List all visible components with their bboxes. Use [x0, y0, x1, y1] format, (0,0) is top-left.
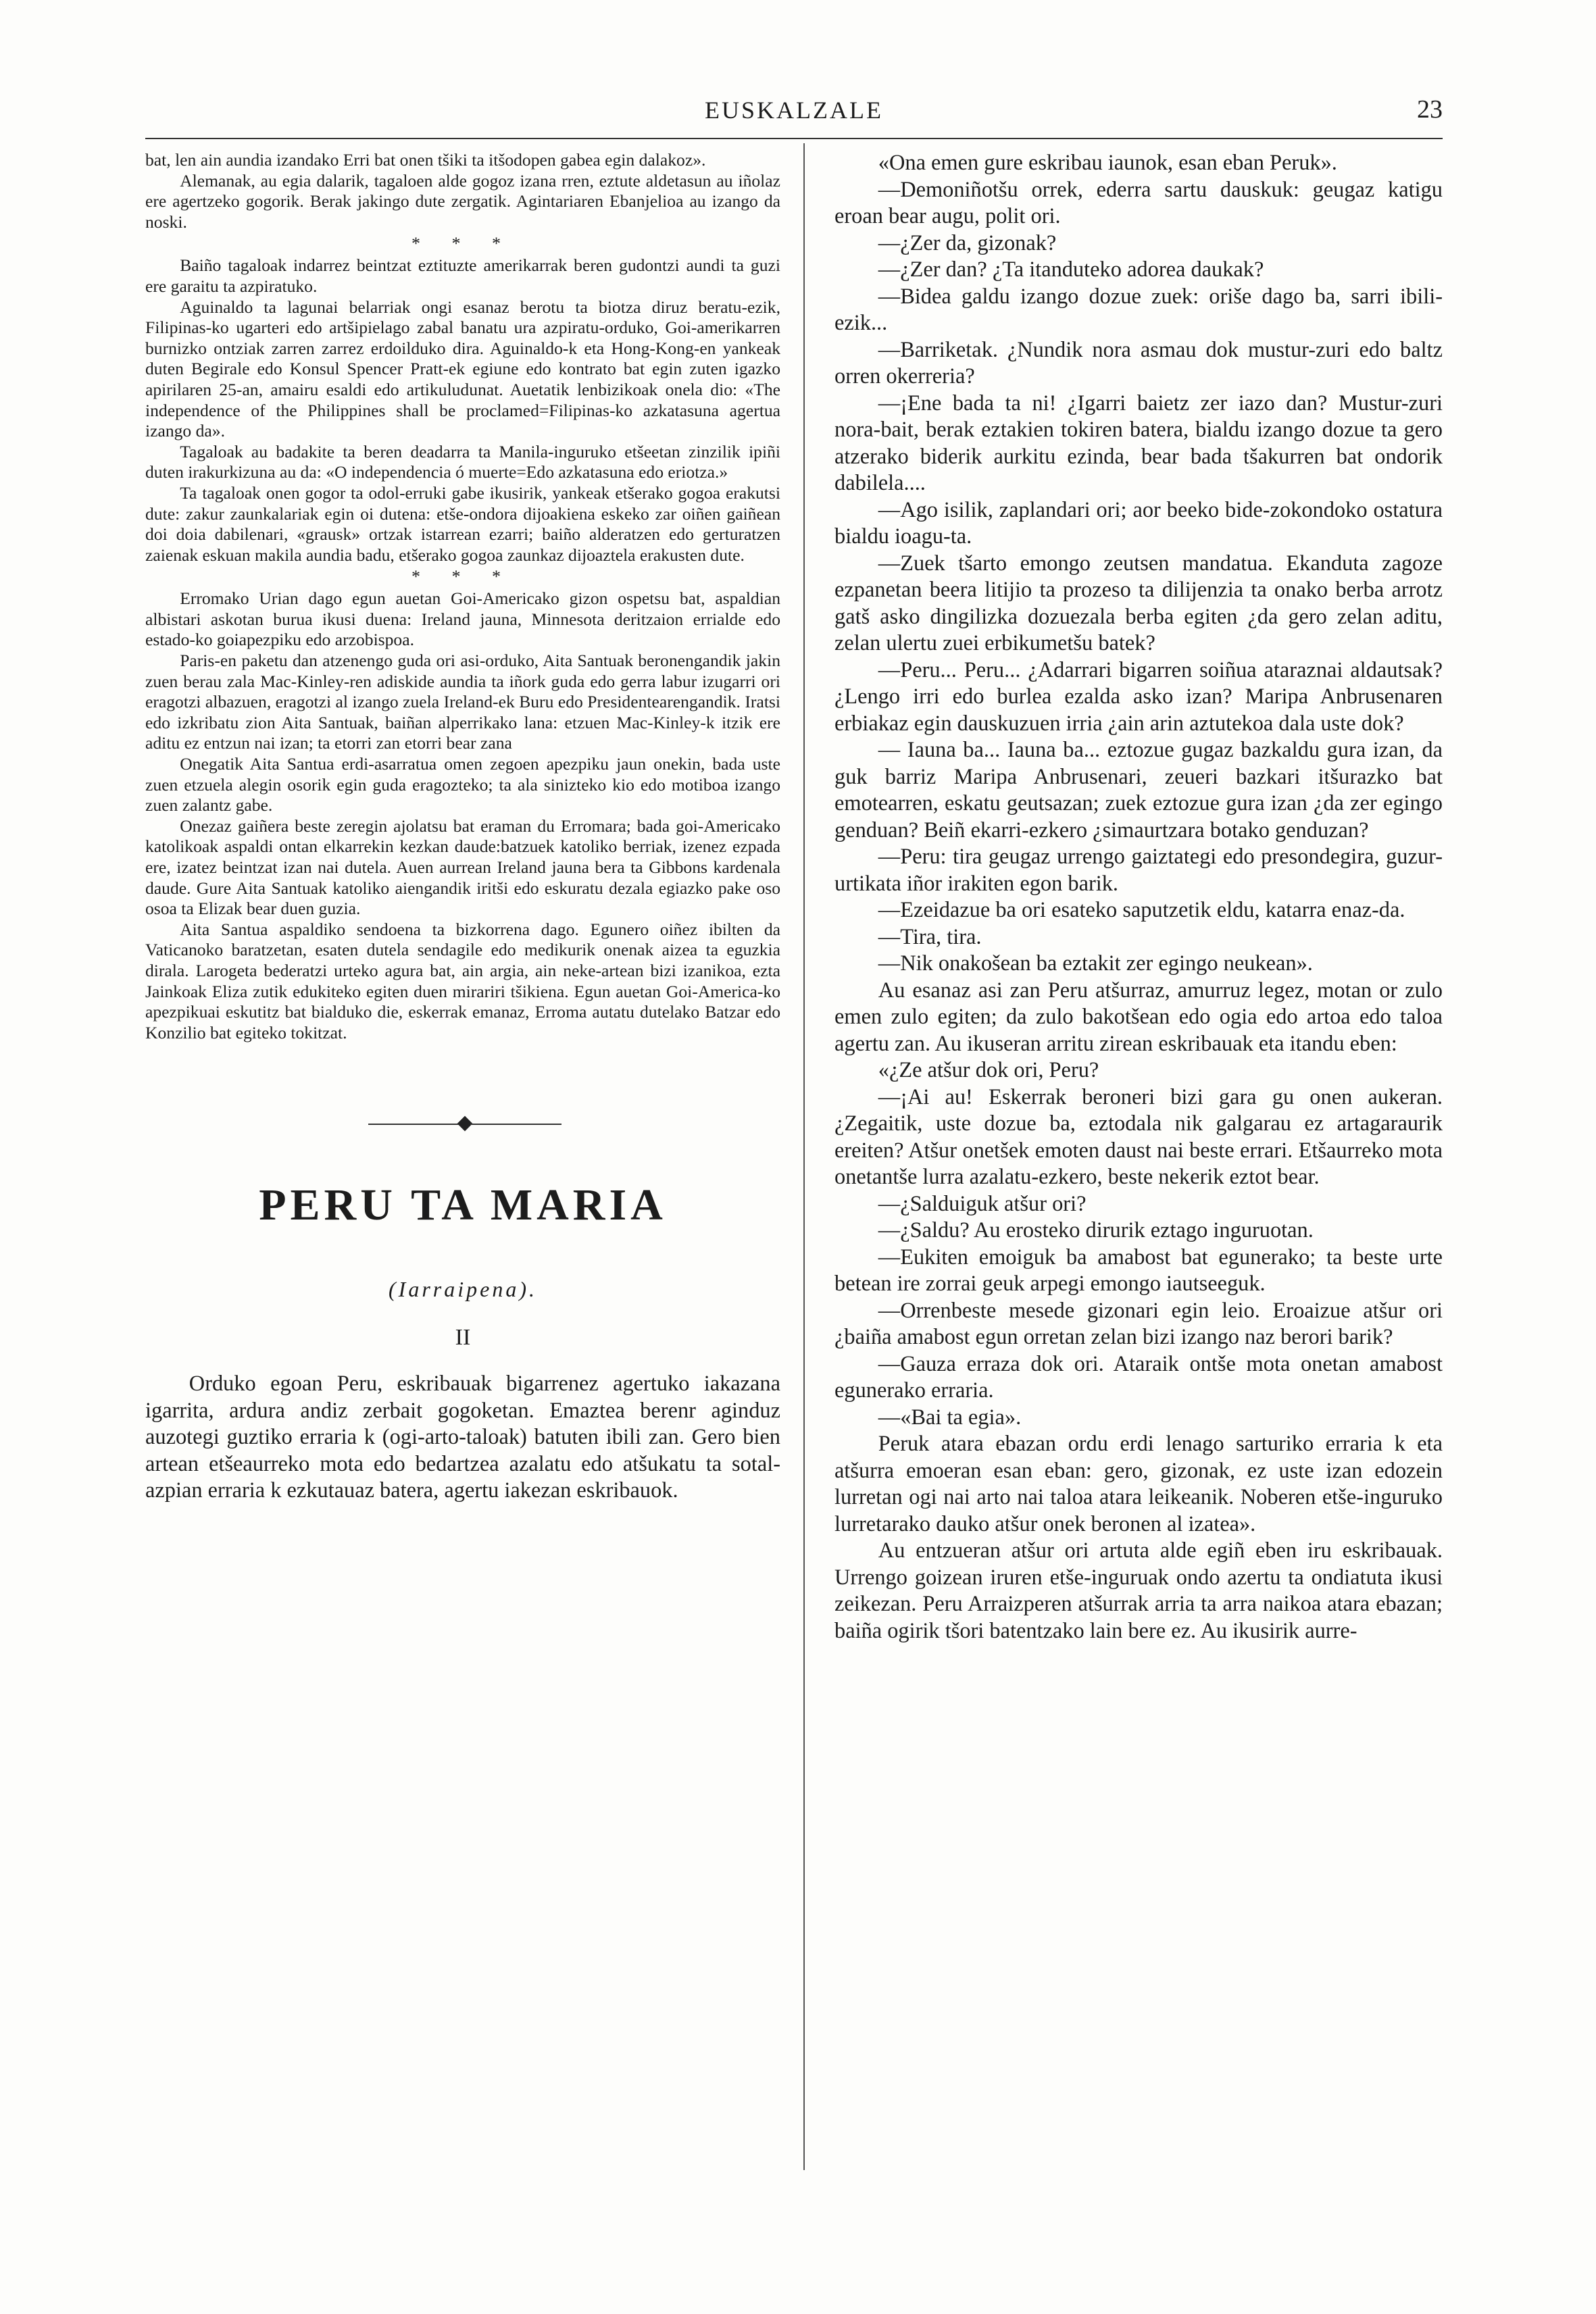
paragraph: «Ona emen gure eskribau iaunok, esan eban Peruk». — [878, 151, 1337, 175]
paragraph: —¿Zer da, gizonak? — [878, 230, 1057, 255]
page-number: 23 — [1417, 95, 1443, 124]
paragraph: —Ago isilik, zaplandari ori; aor beeko bide-zokondoko ostatura bialdu ioagu-ta. — [834, 497, 1443, 549]
paragraph: Baiño tagaloak indarrez beintzat eztituzte amerikarrak beren gudontzi aundi ta guzi ere garaitu ta azpiratuko. — [145, 255, 780, 296]
paragraph: —¿Zer dan? ¿Ta itanduteko adorea daukak? — [878, 257, 1264, 282]
page-header — [145, 93, 1443, 134]
paragraph: —«Bai ta egia». — [878, 1405, 1022, 1430]
paragraph: —¡Ai au! Eskerrak beroneri bizi gara gu onen aukeran. ¿Zegaitik, uste dozue ba, eztodala nik galgarau ez artagaraurik ereiten? Atšur onetšek emoten daust nai beste errari. Etšaurreko mota onetantše lurra azalatu-ezkero, beste nekerik eztot bear. — [834, 1084, 1443, 1189]
story-part-number: II — [455, 1325, 471, 1351]
paragraph: —Gauza erraza dok ori. Ataraik ontše mota onetan amabost egunerako erraria. — [834, 1351, 1443, 1403]
paragraph: —Tira, tira. — [878, 924, 982, 949]
running-title: EUSKALZALE — [705, 97, 883, 124]
paragraph: Paris-en paketu dan atzenengo guda ori asi-orduko, Aita Santuak beronengandik jakin zuen berau zala Mac-Kinley-ren adiskide aundia ta iñork guda edo gerra labur izugarri ori eragotzi albazuen, eragotzi al izango zuela Ireland-ek Buru edo Presidentearengandik. Iratsi edo izkribatu zion Aita Santuak, baiñan alperrikako lana: etzuen Mac-Kinley-k itzik ere aditu ez entzun nai izan; ta etorri zan etorri bear zana — [145, 651, 780, 753]
paragraph: —¡Ene bada ta ni! ¿Igarri baietz zer iazo dan? Mustur-zuri nora-bait, berak eztakien tokiren batera, bialdu izango dozue ta gero atzerako biderik aurkitu ezinda, bear bada tšakurren bat ondorik dabilela.... — [834, 391, 1443, 495]
column-divider — [803, 143, 805, 2170]
paragraph: bat, len ain aundia izandako Erri bat onen tšiki ta itšodopen gabea egin dalakoz». — [145, 150, 706, 170]
section-separator: * * * — [412, 234, 514, 254]
paragraph: —Zuek tšarto emongo zeutsen mandatua. Ekanduta zagoze ezpanetan beera litijio ta prozeso ta dilijenzia ta onako berba arrotz gatš asko dingilizka dozuezala berba egiten ¿da gero zelan aditu, zelan ulertu zuei erbikumetšu batek? — [834, 551, 1443, 655]
paragraph: —Barriketak. ¿Nundik nora asmau dok mustur-zuri edo baltz orren okerreria? — [834, 337, 1443, 388]
paragraph: —¿Saldu? Au erosteko dirurik eztago inguruotan. — [878, 1218, 1314, 1242]
paragraph: Ta tagaloak onen gogor ta odol-erruki gabe ikusirik, yankeak etšerako gogoa erakutsi dute: zakur zaunkalariak egin oi dutena: etše-ondora dijoakiena eskeko zar oiñen gaiñean doi doia dabilenari, «grausk» ortzak istarrean ezarri; baiño alderatzen edo gerturatzen zaienak eskuan makila aundia badu, etšerako gogoa zaunkaz dijoaztela erakusten dute. — [145, 482, 780, 565]
paragraph: Tagaloak au badakite ta beren deadarra ta Manila-inguruko etšeetan zinzilik ipiñi duten irakurkizuna au da: «O independencia ó muerte=Edo azkatasuna edo eriotza.» — [145, 441, 780, 482]
ornamental-divider — [145, 1111, 780, 1138]
paragraph: —Peru... Peru... ¿Adarrari bigarren soiñua ataraznai aldautsak? ¿Lengo irri edo burlea ezalda asko izan? Maripa Anbrusenaren erbiakaz egin dauskuzuen irria ¿ain arin aztutekoa dala uste dok? — [834, 657, 1443, 736]
paragraph: Onezaz gaiñera beste zeregin ajolatsu bat eraman du Erromara; bada goi-Americako katolikoak aspaldi ontan elkarrekin kezkan daude:batzuek katoliko berriak, izenez ezpada ere, izatez beintzat izan nai dutela. Auen aurrean Ireland jauna bera ta Gibbons kardenala daude. Gure Aita Santuak katoliko aiengandik iritši edo eskuratu dezala egiazko pake oso osoa ta Elizak bear duen guzia. — [145, 815, 780, 919]
paragraph: Aita Santua aspaldiko sendoena ta bizkorrena dago. Egunero oiñez ibilten da Vaticanoko baratzetan, esaten dutela sendagile edo medikurik onenak aizea ta eguzkia dirala. Larogeta bederatzi urteko agura bat, ain argia, ain neke-artean bizi izanikoa, ezta Jainkoak Eliza zutik edukiteko egiten duen mirariri tšikiena. Egun auetan Goi-America-ko apezpikuai eskutitz bat bialduko die, eskerrak emanaz, Erroma autatu dutelako Batzar edo Konzilio bat egiteko tokitzat. — [145, 919, 780, 1042]
paragraph: Au esanaz asi zan Peru atšurraz, amurruz legez, motan or zulo emen zulo egiten; da zulo bakotšean edo ogia edo artoa edo taloa agertu zan. Au ikuseran arritu zirean eskribauak eta itandu eben: — [834, 978, 1443, 1056]
paragraph: Orduko egoan Peru, eskribauak bigarrenez agertuko iakazana igarrita, ardura andiz zerbait gogoketan. Emaztea berenr aginduz auzotegi guztiko erraria k (ogi-arto-taloak) batuten ibili zan. Gero bien artean etšeaurreko mota edo bedartzea azalatu edo atšukatu ta sotal-azpian erraria k ezkutauaz batera, agertu iakezan eskribauok. — [145, 1372, 780, 1503]
news-section — [145, 150, 780, 1043]
paragraph: —Bidea galdu izango dozue zuek: oriše dago ba, sarri ibili-ezik... — [834, 284, 1443, 335]
paragraph: «¿Ze atšur dok ori, Peru? — [878, 1058, 1099, 1082]
paragraph: —Eukiten emoiguk ba amabost bat egunerako; ta beste urte betean ire zorrai geuk arpegi emongo iautseeguk. — [834, 1244, 1443, 1296]
story-body — [145, 1371, 780, 1505]
left-column — [145, 150, 780, 1505]
paragraph: —¿Salduiguk atšur ori? — [878, 1191, 1087, 1216]
paragraph: Erromako Urian dago egun auetan Goi-Americako gizon ospetsu bat, aspaldian albistari askotan burua ikusi duena: Ireland jauna, Minnesota deritzaion errialde edo estado-ko goiapezpiku edo arzobispoa. — [145, 588, 780, 650]
paragraph: —Demoniñotšu orrek, ederra sartu dauskuk: geugaz katigu eroan bear augu, polit ori. — [834, 177, 1443, 228]
right-column — [834, 150, 1443, 1644]
paragraph: Peruk atara ebazan ordu erdi lenago sarturiko erraria k eta atšurra emoeran esan eban: gero, gizonak, ez uste izan edozein lurretan ogi nai arto nai taloa atara leikeanik. Noberen etše-inguruko lurretarako dauko atšur onek beronen al izatea». — [834, 1432, 1443, 1536]
paragraph: Aguinaldo ta lagunai belarriak ongi esanaz berotu ta biotza diruz beratu-ezik, Filipinas-ko ugarteri edo artšipielago zabal banatu ura azpiratu-orduko, Goi-amerikarren burnizko ontziak zarren zarrez erdoilduko dira. Aguinaldo-k eta Hong-Kong-en yankeak duten Begirale edo Konsul Spencer Pratt-ek egiune edo kontrato bat egin zuten igazko apirilaren 25-an, amairu esaldi edo artikuludunat. Auetatik lenbizikoak onela dio: «The independence of the Philippines shall be proclamed=Filipinas-ko azkatasuna agertua izango da». — [145, 297, 780, 441]
story-subtitle: (Iarraipena). — [389, 1277, 537, 1302]
paragraph: —Nik onakošean ba eztakit zer egingo neukean». — [878, 951, 1313, 976]
paragraph: Alemanak, au egia dalarik, tagaloen alde gogoz izana rren, eztute aldetasun au iñolaz ere agertzeko gogorik. Berak jakingo dute zergatik. Agintariaren Ebanjelioa au izango da noski. — [145, 170, 780, 232]
paragraph: —Ezeidazue ba ori esateko saputzetik eldu, katarra enaz-da. — [878, 898, 1405, 922]
story-title: PERU TA MARIA — [259, 1180, 667, 1230]
paragraph: — Iauna ba... Iauna ba... eztozue gugaz bazkaldu gura izan, da guk barriz Maripa Anbrusenari, zeueri bazkari itšurazko bat emotearren, eskatu geutsazan; zuek eztozue gura izan ¿da zer egingo genduan? Beiñ ekarri-ezkero ¿simaurtzara botako genduzan? — [834, 738, 1443, 842]
paragraph: —Peru: tira geugaz urrengo gaiztategi edo presondegira, guzur-urtikata iñor irakiten egon barik. — [834, 845, 1443, 896]
section-separator: * * * — [412, 567, 514, 587]
header-rule — [145, 138, 1443, 139]
paragraph: Onegatik Aita Santua erdi-asarratua omen zegoen apezpiku jaun onekin, bada uste zuen etzuela alegin osorik egin guda eragozteko; ta ala sinizteko kio edo motiboa izango zuen zalantz gabe. — [145, 754, 780, 815]
paragraph: Au entzueran atšur ori artuta alde egiñ eben iru eskribauak. Urrengo goizean iruren etše-inguruak ondo azertu ta ondiatuta ikusi zeikezan. Peru Arraizperen atšurrak arria ta arra naikoa atara ebazan; baiña ogirik tšori batentzako lain bere ez. Au ikusirik aurre- — [834, 1538, 1443, 1643]
paragraph: —Orrenbeste mesede gizonari egin leio. Eroaizue atšur ori ¿baiña amabost egun orretan zelan bizi izango naz berori barik? — [834, 1298, 1443, 1349]
